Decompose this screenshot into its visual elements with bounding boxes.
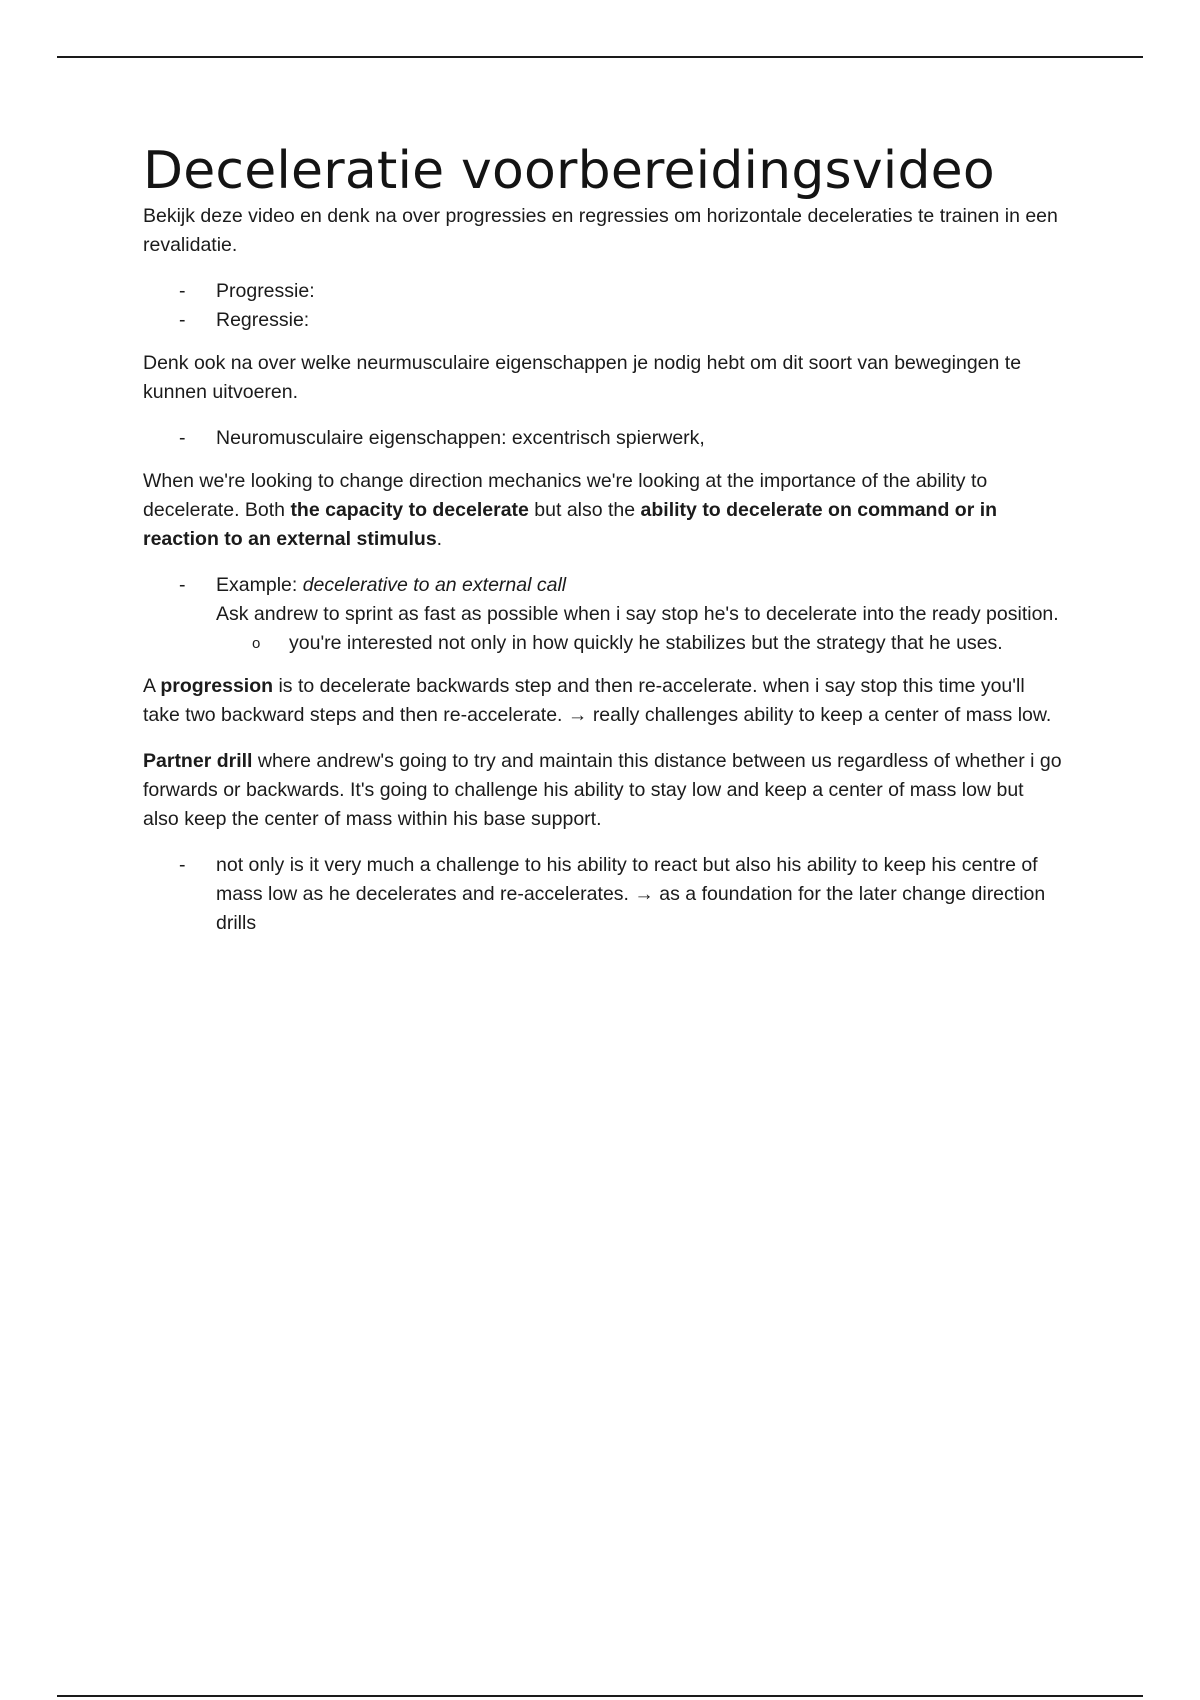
progression-paragraph	[143, 672, 1063, 730]
list-item-text: Regressie:	[216, 309, 310, 331]
dash-bullet: -	[179, 427, 186, 449]
partner-drill-paragraph	[143, 747, 1063, 834]
intro-paragraph: Bekijk deze video en denk na over progressies en regressies om horizontale deceleraties te trainen in een revalidatie.	[143, 205, 1058, 256]
dash-bullet: -	[179, 574, 186, 596]
example-description: Ask andrew to sprint as fast as possible when i say stop he's to decelerate into the ready position.	[216, 603, 1059, 625]
footer-rule	[57, 1695, 1143, 1697]
document-title: Deceleratie voorbereidingsvideo	[143, 141, 995, 201]
partner-drill-list	[143, 851, 1063, 938]
dash-bullet: -	[179, 309, 186, 331]
list-item	[143, 424, 1063, 453]
neuromuscular-question-paragraph: Denk ook na over welke neurmusculaire eigenschappen je nodig hebt om dit soort van bewegingen te kunnen uitvoeren.	[143, 352, 1022, 403]
example-list	[143, 571, 1063, 658]
document-body	[143, 140, 1063, 952]
list-item	[143, 306, 1063, 335]
header-rule	[57, 56, 1143, 58]
circle-bullet: o	[252, 635, 261, 652]
list-item-text: Neuromusculaire eigenschappen: excentrisch spierwerk,	[216, 427, 705, 449]
bold-text: progression	[160, 675, 274, 697]
dash-bullet: -	[179, 280, 186, 302]
paragraph-text: but also the	[528, 499, 641, 521]
list-item	[143, 277, 1063, 306]
example-label: Example:	[216, 574, 303, 596]
dash-bullet: -	[179, 854, 186, 876]
example-sublist	[216, 629, 1063, 658]
list-item-text: not only is it very much a challenge to his ability to react but also his ability to keep his centre of mass low as he decelerates and re-accelerates. → as a foundation for the later change direction drills	[216, 854, 1046, 934]
sublist-item-text: you're interested not only in how quickly he stabilizes but the strategy that he uses.	[289, 632, 1003, 654]
list-item	[143, 571, 1063, 658]
paragraph-text: where andrew's going to try and maintain this distance between us regardless of whether i go forwards or backwards. It's going to challenge his ability to stay low and keep a center of mass low but also keep the center of mass within his base support.	[143, 750, 1062, 830]
bold-text: Partner drill	[143, 750, 253, 772]
paragraph-text: A	[143, 675, 161, 697]
paragraph-text: When we're looking to change direction mechanics we're looking at the importance of the ability to decelerate. Both	[143, 470, 988, 521]
change-direction-paragraph	[143, 467, 1063, 554]
sublist-item	[216, 629, 1063, 658]
italic-text: decelerative to an external call	[302, 574, 567, 596]
neuromuscular-list	[143, 424, 1063, 453]
paragraph-text: is to decelerate backwards step and then re-accelerate. when i say stop this time you'll take two backward steps and then re-accelerate. → really challenges ability to keep a center of mass low.	[143, 675, 1052, 726]
bold-text: the capacity to decelerate	[290, 499, 529, 521]
list-item-text: Progressie:	[216, 280, 315, 302]
bold-text: ability to decelerate on command or in reaction to an external stimulus	[143, 499, 998, 550]
paragraph-text: .	[436, 528, 443, 550]
progression-list	[143, 277, 1063, 335]
list-item	[143, 851, 1063, 938]
